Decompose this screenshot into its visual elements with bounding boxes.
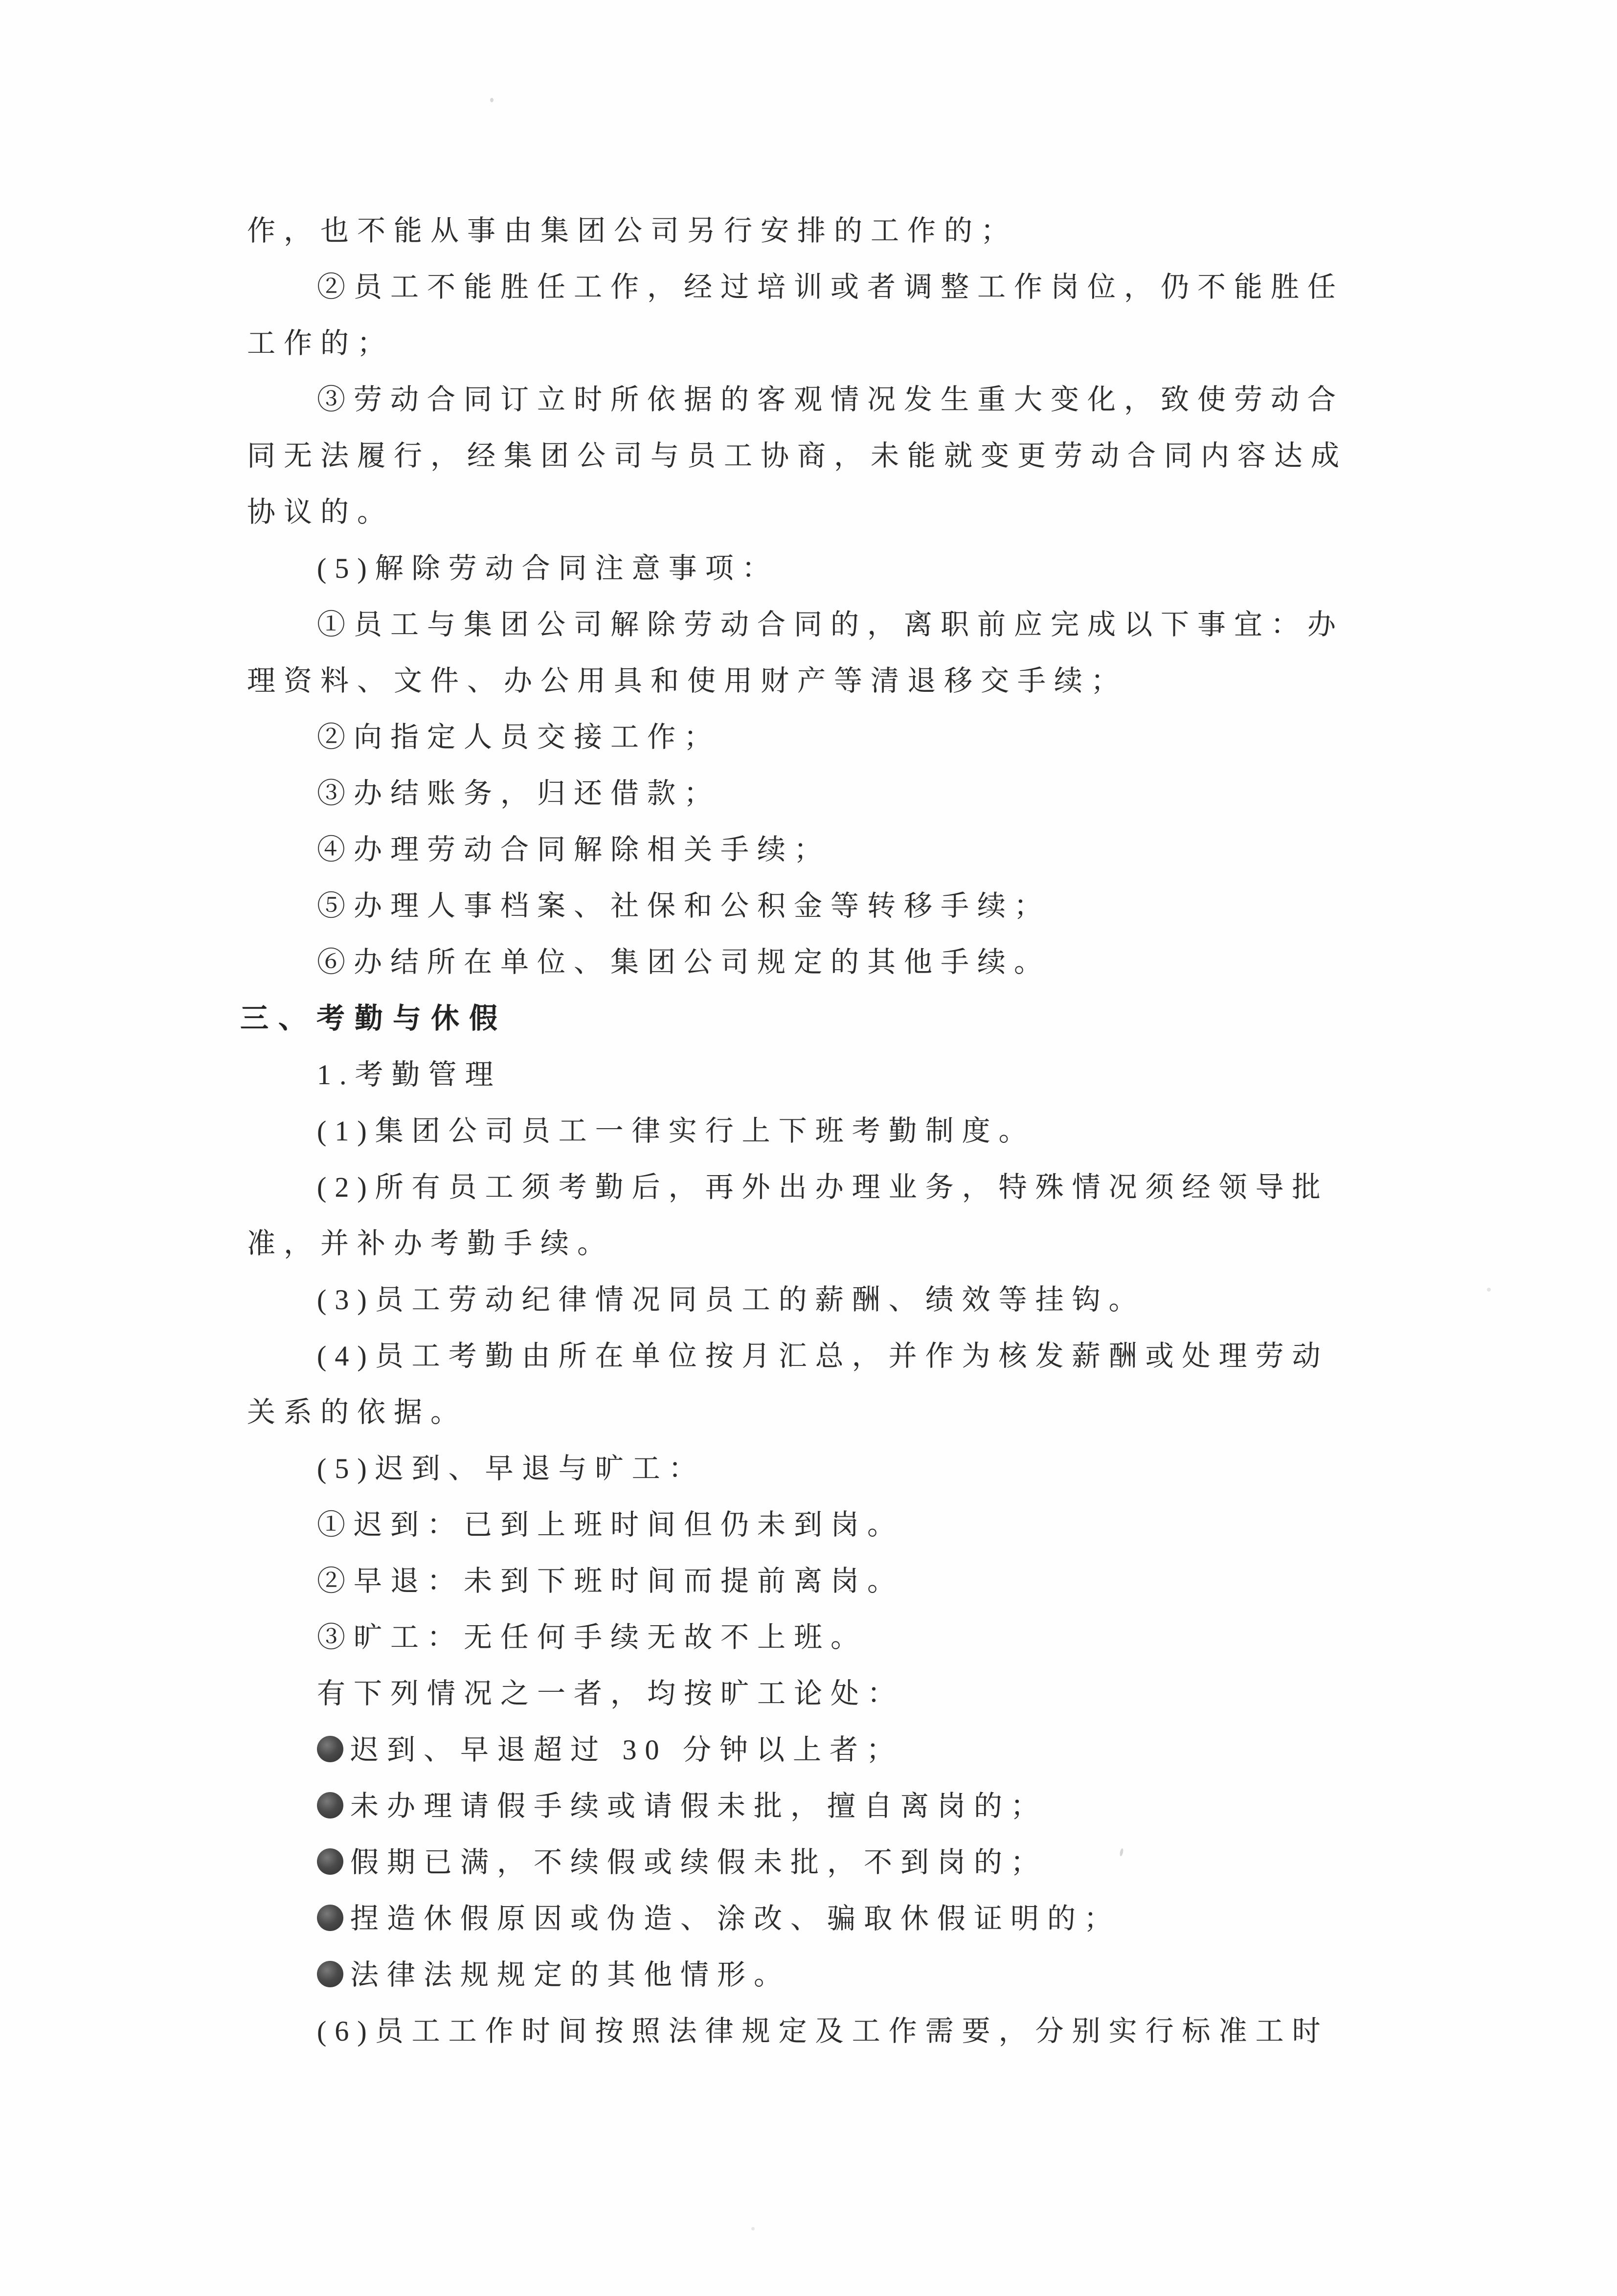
text-line: 迟到、早退超过 30 分钟以上者； [247,1722,1401,1778]
text-line: ④办理劳动合同解除相关手续； [317,834,831,865]
text-line: ③办结账务，归还借款； [317,777,721,809]
text-line: (4)员工考勤由所在单位按月汇总，并作为核发薪酬或处理劳动 [317,1340,1329,1372]
bullet-icon [317,1848,343,1875]
bullet-icon [317,1792,343,1819]
text-line: 假期已满，不续假或续假未批，不到岗的； [247,1834,1401,1890]
section-heading: 三、考勤与休假 [240,1002,508,1034]
text-line: ①员工与集团公司解除劳动合同的，离职前应完成以下事宜：办 [317,609,1345,640]
text-line: 捏造休假原因或伪造、涂改、骗取休假证明的； [247,1890,1401,1947]
text-line: ②员工不能胜任工作，经过培训或者调整工作岗位，仍不能胜任 [317,271,1345,303]
text-line: 有下列情况之一者，均按旷工论处： [317,1678,904,1709]
text-line: ⑥办结所在单位、集团公司规定的其他手续。 [317,946,1051,978]
scan-speck [1487,1288,1491,1292]
text-line: (3)员工劳动纪律情况同员工的薪酬、绩效等挂钩。 [317,1284,1145,1316]
text-line: 准，并补办考勤手续。 [247,1228,614,1259]
text-line: 作，也不能从事由集团公司另行安排的工作的； [247,215,1018,247]
text-line: 同无法履行，经集团公司与员工协商，未能就变更劳动合同内容达成 [247,440,1348,472]
document-body [240,203,1401,2059]
text-line: ②早退：未到下班时间而提前离岗。 [317,1565,904,1597]
text-line: (5)迟到、早退与旷工： [317,1453,705,1484]
text-line: (6)员工工作时间按照法律规定及工作需要，分别实行标准工时 [317,2015,1329,2047]
text-line: (1)集团公司员工一律实行上下班考勤制度。 [317,1115,1035,1147]
text-line: ①迟到：已到上班时间但仍未到岗。 [317,1509,904,1541]
text-line: 工作的； [247,327,394,359]
scan-speck [490,98,494,102]
bullet-icon [317,1736,343,1762]
text-line: ③劳动合同订立时所依据的客观情况发生重大变化，致使劳动合 [317,384,1345,415]
text-line: 关系的依据。 [247,1396,468,1428]
text-line: ③旷工：无任何手续无故不上班。 [317,1621,868,1653]
text-line: 未办理请假手续或请假未批，擅自离岗的； [247,1778,1401,1834]
text-line: (5)解除劳动合同注意事项： [317,552,779,584]
bullet-icon [317,1961,343,1987]
text-line: 协议的。 [247,496,394,528]
text-line: (2)所有员工须考勤后，再外出办理业务，特殊情况须经领导批 [317,1171,1329,1203]
text-line: 法律法规规定的其他情形。 [247,1947,1401,2003]
text-line: 1.考勤管理 [317,1059,502,1091]
text-line: ⑤办理人事档案、社保和公积金等转移手续； [317,890,1051,922]
bullet-icon [317,1905,343,1931]
text-line: ②向指定人员交接工作； [317,721,721,753]
text-line: 理资料、文件、办公用具和使用财产等清退移交手续； [247,665,1128,697]
scan-speck [751,2227,755,2230]
